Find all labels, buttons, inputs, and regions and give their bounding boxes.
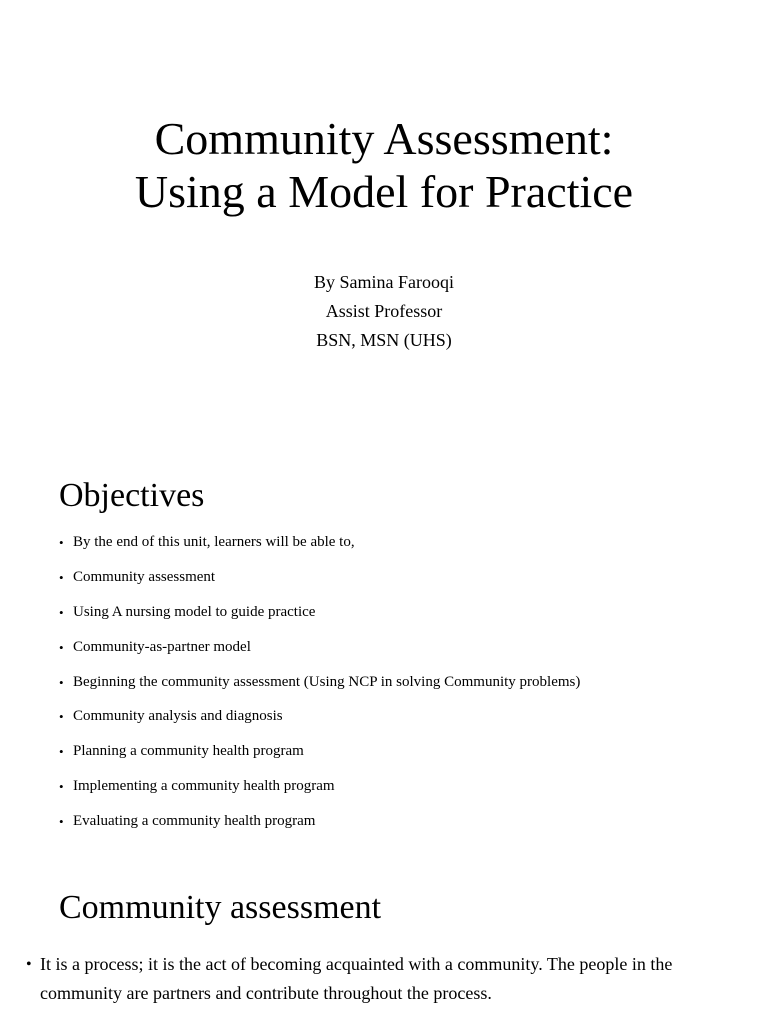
main-title [0, 112, 768, 218]
main-title-line-2: Using a Model for Practice [134, 166, 634, 217]
list-item [59, 635, 739, 670]
bullet-icon: • [59, 779, 64, 795]
list-item [59, 530, 739, 565]
bullet-icon: • [59, 604, 64, 620]
author-credentials: BSN, MSN (UHS) [316, 330, 452, 350]
list-item-text: Community assessment [73, 568, 216, 585]
community-assessment-slide [0, 870, 768, 1024]
bullet-icon: • [59, 569, 64, 585]
list-item-text: By the end of this unit, learners will be able to, [73, 534, 355, 550]
list-item-text: Beginning the community assessment (Using NCP in solving Community problems) [73, 673, 581, 690]
list-item [59, 600, 739, 635]
community-assessment-text: It is a process; it is the act of becoming acquainted with a community. The people in the community are partners and contribute throughout the process. [40, 954, 673, 1003]
bullet-icon: • [59, 709, 64, 725]
list-item [59, 670, 739, 705]
objectives-list [59, 530, 739, 844]
objectives-heading: Objectives [59, 477, 205, 514]
main-title-line-1: Community Assessment: [154, 113, 614, 164]
bullet-icon: • [59, 814, 64, 830]
title-slide [0, 0, 768, 450]
list-item-text: Implementing a community health program [73, 778, 335, 795]
list-item-text: Using A nursing model to guide practice [73, 603, 316, 620]
list-item-text: Evaluating a community health program [73, 813, 316, 830]
bullet-icon: • [59, 674, 64, 690]
bullet-icon: • [59, 535, 64, 550]
list-item-text: Planning a community health program [73, 743, 304, 760]
list-item [59, 774, 739, 809]
list-item [59, 739, 739, 774]
list-item [59, 809, 739, 844]
bullet-icon: • [59, 639, 64, 655]
list-item [59, 704, 739, 739]
author-name: By Samina Farooqi [314, 272, 454, 292]
bullet-icon: • [26, 956, 32, 973]
list-item [59, 565, 739, 600]
objectives-slide [0, 450, 768, 870]
author-position: Assist Professor [325, 301, 443, 321]
community-assessment-heading: Community assessment [59, 889, 382, 926]
bullet-icon: • [59, 744, 64, 760]
community-assessment-paragraph [26, 950, 746, 1008]
author-byline [0, 268, 768, 355]
list-item-text: Community analysis and diagnosis [73, 708, 283, 725]
list-item-text: Community-as-partner model [73, 638, 251, 655]
